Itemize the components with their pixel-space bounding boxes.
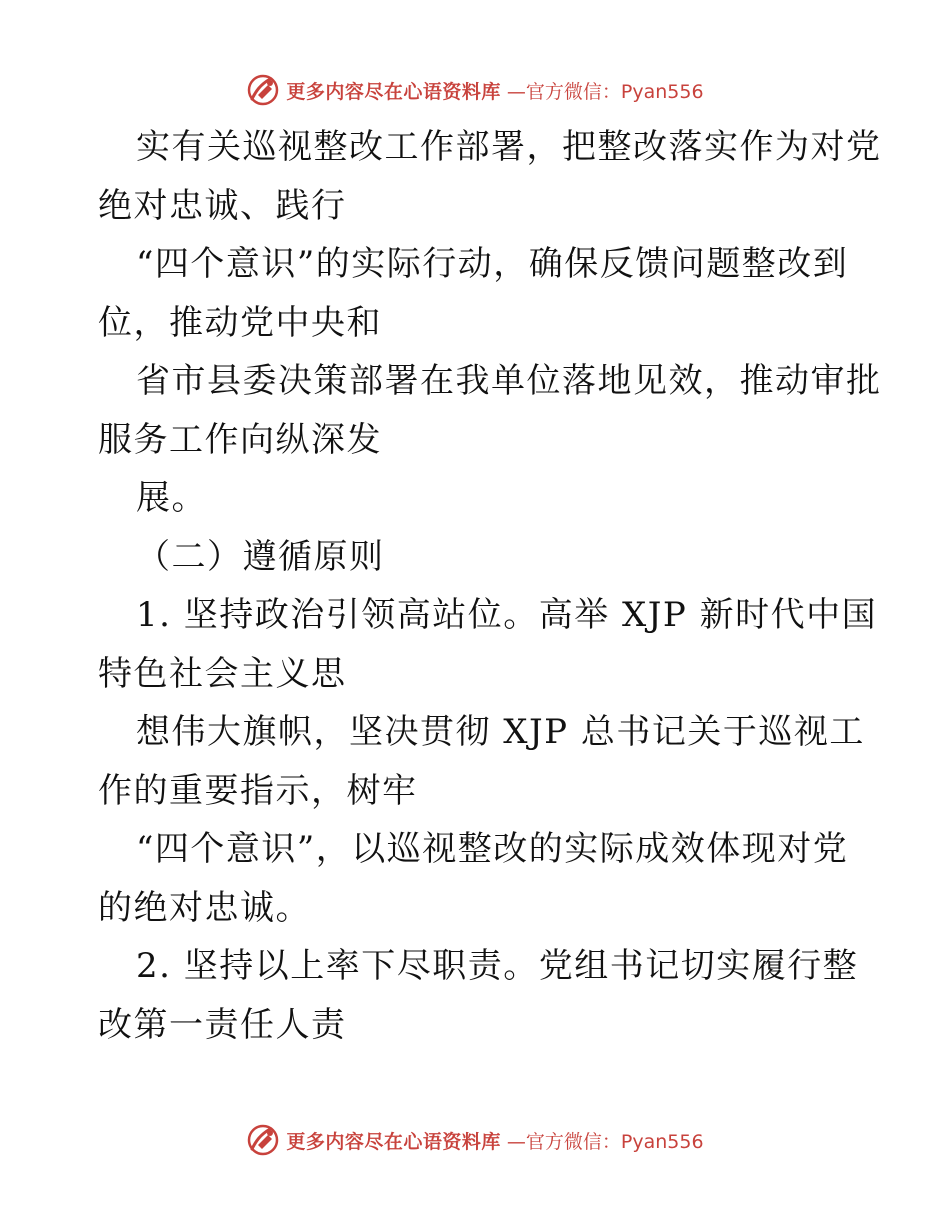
text-line: 位，推动党中央和 [98, 302, 382, 343]
section-heading: （二）遵循原则 [136, 536, 385, 577]
text-line: 特色社会主义思 [98, 653, 347, 694]
document-body [98, 118, 882, 1054]
footer-watermark-banner [0, 1120, 950, 1160]
text-line: 实有关巡视整改工作部署，把整改落实作为对党 [136, 127, 882, 167]
text-line: “四个意识”，以巡视整改的实际成效体现对党 [136, 829, 849, 869]
text-line: 省市县委决策部署在我单位落地见效，推动审批 [136, 361, 882, 401]
banner-wechat: —官方微信：Pyan556 [506, 1130, 704, 1153]
text-line: “四个意识”的实际行动，确保反馈问题整改到 [136, 244, 849, 284]
text-line: 绝对忠诚、践行 [98, 185, 347, 226]
text-line: 改第一责任人责 [98, 1004, 347, 1045]
banner-title: 更多内容尽在心语资料库 [286, 80, 501, 103]
banner-wechat: —官方微信：Pyan556 [506, 80, 704, 103]
text-line: 服务工作向纵深发 [98, 419, 382, 460]
pen-logo-icon [246, 1123, 280, 1157]
pen-logo-icon [246, 73, 280, 107]
text-line: 1. 坚持政治引领高站位。高举 XJP 新时代中国 [136, 595, 878, 635]
text-line: 2. 坚持以上率下尽职责。党组书记切实履行整 [136, 946, 859, 986]
text-line: 想伟大旗帜，坚决贯彻 XJP 总书记关于巡视工 [136, 712, 865, 752]
banner-title: 更多内容尽在心语资料库 [286, 1130, 501, 1153]
text-line: 展。 [136, 478, 207, 518]
header-watermark-banner [0, 70, 950, 110]
text-line: 的绝对忠诚。 [98, 887, 311, 928]
text-line: 作的重要指示，树牢 [98, 770, 418, 811]
